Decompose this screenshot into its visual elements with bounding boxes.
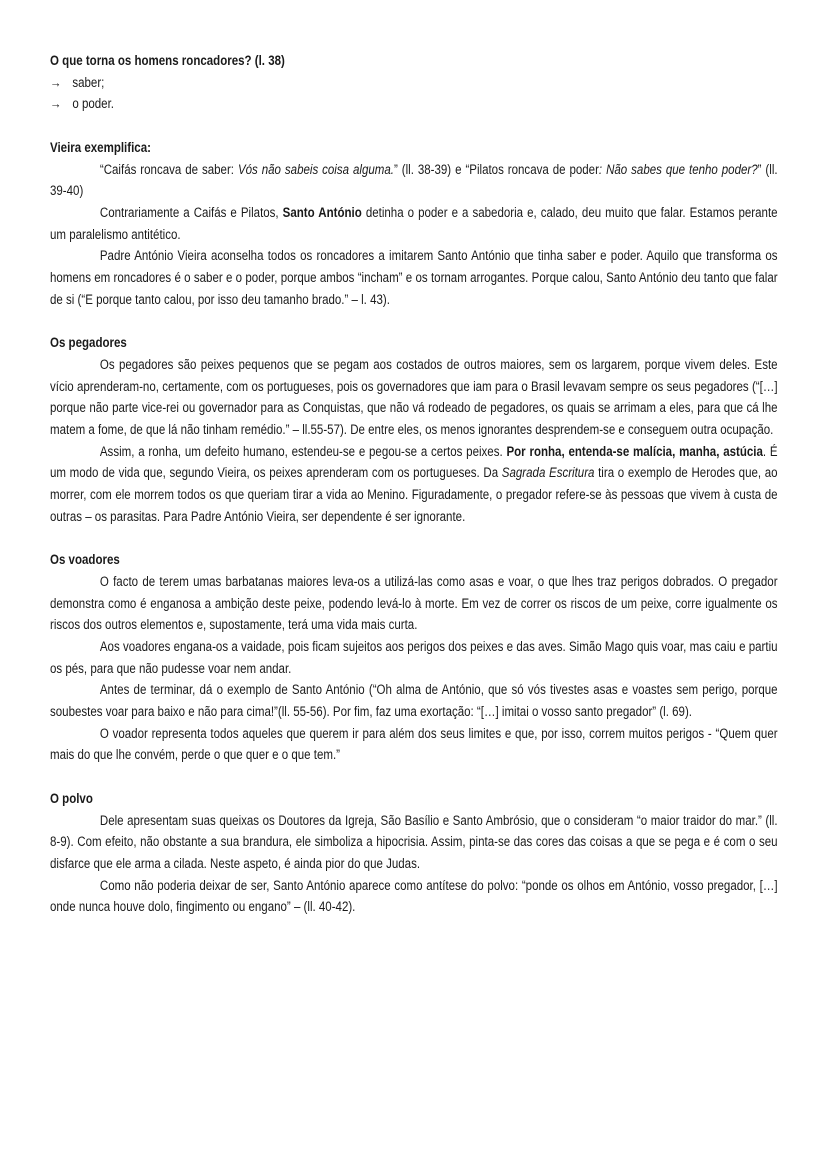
paragraph [50, 159, 778, 202]
paragraph: Como não poderia deixar de ser, Santo António aparece como antítese do polvo: “ponde os olhos em António, vosso pregador, […] onde nunca houve dolo, fingimento ou engano” – (ll. 40-42). [50, 877, 778, 915]
text-run: detinha o poder e a sabedoria e, calado, deu muito que falar. Estamos perante um paralelismo antitético. [50, 204, 778, 242]
spacer [50, 766, 778, 788]
text-run: Contrariamente a Caifás e Pilatos, [99, 204, 283, 220]
text-run: ” (ll. 39-40) [50, 161, 778, 199]
paragraph [50, 202, 778, 245]
text-run: . É um modo de vida que, segundo Vieira, os peixes aprenderam com os portugueses. Da [50, 443, 778, 481]
section-roncadores [50, 50, 778, 115]
text-run: tira o exemplo de Herodes que, ao morrer, com ele morrem todos os que queriam tirar a vida ao Menino. Figuradamente, o pregador refere-se às pessoas que vivem à custa de outras – os parasitas. Para Padre António Vieira, ser dependente é ser ignorante. [50, 465, 778, 524]
text-run: “Caifás roncava de saber: [99, 161, 238, 177]
section-heading: Os voadores [50, 552, 120, 568]
arrow-right-icon: → [50, 96, 62, 112]
text-run: ” (ll. 38-39) e “Pilatos roncava de poder [393, 161, 599, 177]
paragraph [50, 441, 778, 528]
arrow-right-icon: → [50, 74, 62, 90]
section-heading: Vieira exemplifica: [50, 139, 151, 155]
section-pegadores [50, 332, 778, 527]
list-item [50, 72, 778, 94]
section-heading: O que torna os homens roncadores? (l. 38) [50, 53, 285, 68]
paragraph: Antes de terminar, dá o exemplo de Santo António (“Oh alma de António, que só vós tivestes asas e voastes sem perigo, porque soubestes voar para baixo e não para cima!”(ll. 55-56). Por fim, faz uma exortação: “[…] imitai o vosso santo pregador” (l. 69). [50, 682, 778, 720]
spacer [50, 115, 778, 137]
paragraph: Os pegadores são peixes pequenos que se pegam aos costados de outros maiores, sem os largarem, porque vivem deles. Este vício aprenderam-no, certamente, com os portugueses, pois os governadores que iam para o Brasil levavam sempre os seus pegadores (“[…] porque não parte vice-rei ou governador para as Conquistas, que não vá rodeado de pegadores, os quais se arrimam a eles, para que cá lhe matem a fome, de que lá não tinham remédio.” – ll.55-57). De entre eles, os menos ignorantes desprendem-se e conseguem outra ocupação. [50, 356, 778, 437]
paragraph: Padre António Vieira aconselha todos os roncadores a imitarem Santo António que tinha saber e poder. Aquilo que transforma os homens em roncadores é o saber e o poder, porque ambos “incham” e os tornam arrogantes. Porque calou, Santo António deu tanto que falar de si (“E porque tanto calou, por isso deu tamanho brado.” – l. 43). [50, 248, 778, 307]
text-run: Assim, a ronha, um defeito humano, estendeu-se e pegou-se a certos peixes. [99, 443, 507, 459]
spacer [50, 527, 778, 549]
section-heading: O polvo [50, 790, 93, 806]
paragraph: Dele apresentam suas queixas os Doutores da Igreja, São Basílio e Santo Ambrósio, que o consideram “o maior traidor do mar.” (ll. 8-9). Com efeito, não obstante a sua brandura, ele simboliza a hipocrisia. Assim, pinta-se das cores das coisas a que se pega e é com o seu disfarce que ele arma a cilada. Neste aspeto, é ainda pior do que Judas. [50, 812, 778, 871]
paragraph: O facto de terem umas barbatanas maiores leva-os a utilizá-las como asas e voar, o que lhes traz perigos dobrados. O pregador demonstra como é enganosa a ambição deste peixe, podendo levá-lo à morte. Em vez de correr os riscos de um peixe, corre igualmente os riscos dos outros elementos e, supostamente, terá uma vida mais curta. [50, 573, 778, 633]
paragraph: O voador representa todos aqueles que querem ir para além dos seus limites e que, por isso, correm muitos perigos - “Quem quer mais do que lhe convém, perde o que quer e o que tem.” [50, 725, 778, 763]
bold-text: Santo António [282, 204, 362, 220]
italic-text: Sagrada Escritura [501, 465, 595, 481]
list-item [50, 93, 778, 115]
section-voadores [50, 549, 778, 766]
italic-quote: : Não sabes que tenho poder? [598, 161, 758, 177]
list-item-text: saber; [72, 74, 105, 90]
section-vieira-exemplifica [50, 137, 778, 311]
list-item-text: o poder. [72, 96, 114, 112]
document-page [50, 50, 778, 918]
paragraph: Aos voadores engana-os a vaidade, pois ficam sujeitos aos perigos dos peixes e das aves. Simão Mago quis voar, mas caiu e partiu os pés, para que não pudesse voar nem andar. [50, 638, 778, 676]
spacer [50, 310, 778, 332]
section-polvo [50, 788, 778, 918]
italic-quote: Vós não sabeis coisa alguma. [237, 161, 394, 177]
section-heading: Os pegadores [50, 335, 127, 351]
bold-text: Por ronha, entenda-se malícia, manha, astúcia [506, 443, 763, 459]
